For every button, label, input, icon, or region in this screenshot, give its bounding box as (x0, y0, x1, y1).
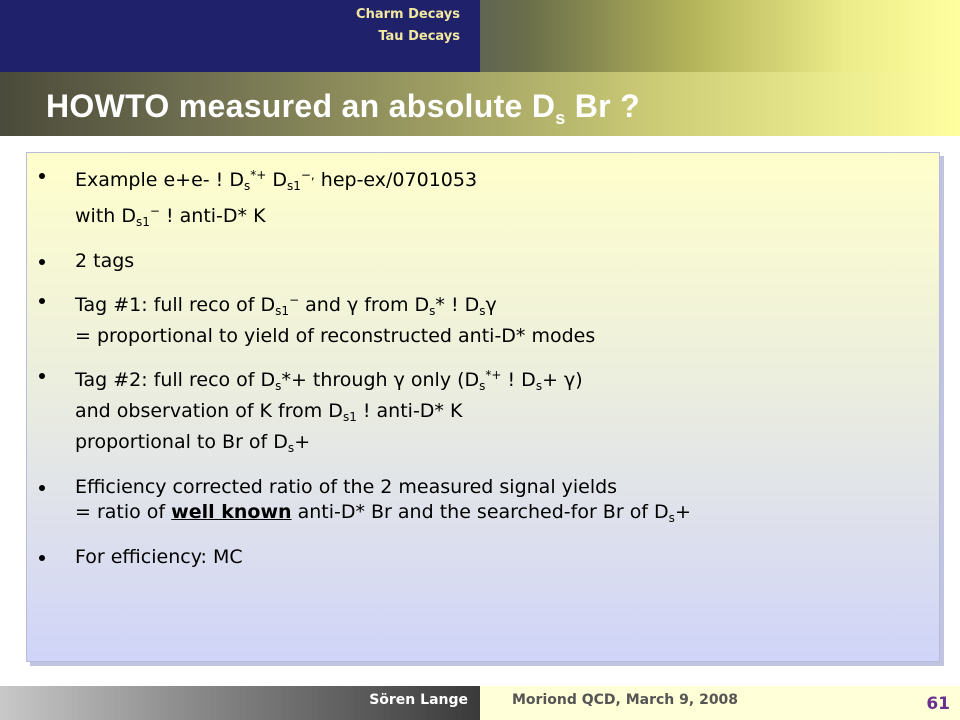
bullet-dot-icon (39, 485, 45, 491)
page-number: 61 (926, 694, 950, 714)
emphasis-text: well known (171, 501, 292, 523)
bullet-dot-icon (39, 373, 45, 379)
footer-author: Sören Lange (369, 692, 468, 708)
footer-event: Moriond QCD, March 9, 2008 (512, 692, 739, 708)
bullet-line: Example e+e- ! $D_s^{*+}$ $D_{s1}^{-,}$ hep-ex/0701053 (75, 168, 478, 193)
bullet-dot-icon (39, 259, 45, 265)
bullet-line: proportional to Br of $D_s+$ (75, 431, 311, 455)
bullet-line: Tag #1: full reco of $D_{s1}^-$ and γ from $D_s*$ ! $D_s\gamma$ (75, 293, 497, 318)
bullet-example (39, 163, 919, 235)
bullet-line: = proportional to yield of reconstructed anti-D* modes (75, 325, 596, 347)
bullet-line: Efficiency corrected ratio of the 2 measured signal yields (75, 476, 618, 498)
nav-item-tau-decays[interactable]: Tau Decays (378, 29, 460, 44)
footer (0, 686, 960, 720)
bullet-line: = ratio of well known anti-D* Br and the searched-for Br of $D_s+$ (75, 501, 691, 525)
bullet-line: with $D_{s1}^-$ ! anti-D* K (75, 204, 266, 229)
content-box (26, 152, 940, 662)
nav-item-charm-decays[interactable]: Charm Decays (356, 7, 460, 22)
bullet-two-tags (39, 249, 919, 274)
bullet-dot-icon (39, 555, 45, 561)
bullet-line: Tag #2: full reco of $D_s*+$ through γ only ($D_s^{*+}$ ! $D_s+ \gamma$) (75, 368, 583, 393)
bullet-line: 2 tags (75, 250, 135, 272)
bullet-dot-icon (39, 173, 45, 179)
bullet-list (39, 163, 919, 584)
slide-title: HOWTO measured an absolute $D_s$ Br ? (46, 88, 640, 128)
bullet-line: and observation of K from $D_{s1}$ ! anti-D* K (75, 400, 463, 424)
bullet-efficiency-ratio (39, 475, 919, 531)
bullet-efficiency-mc (39, 545, 919, 570)
bullet-tag-2 (39, 363, 919, 461)
bullet-tag-1 (39, 288, 919, 349)
bullet-dot-icon (39, 298, 45, 304)
section-nav (356, 4, 460, 48)
bullet-line: For efficiency: MC (75, 546, 243, 568)
